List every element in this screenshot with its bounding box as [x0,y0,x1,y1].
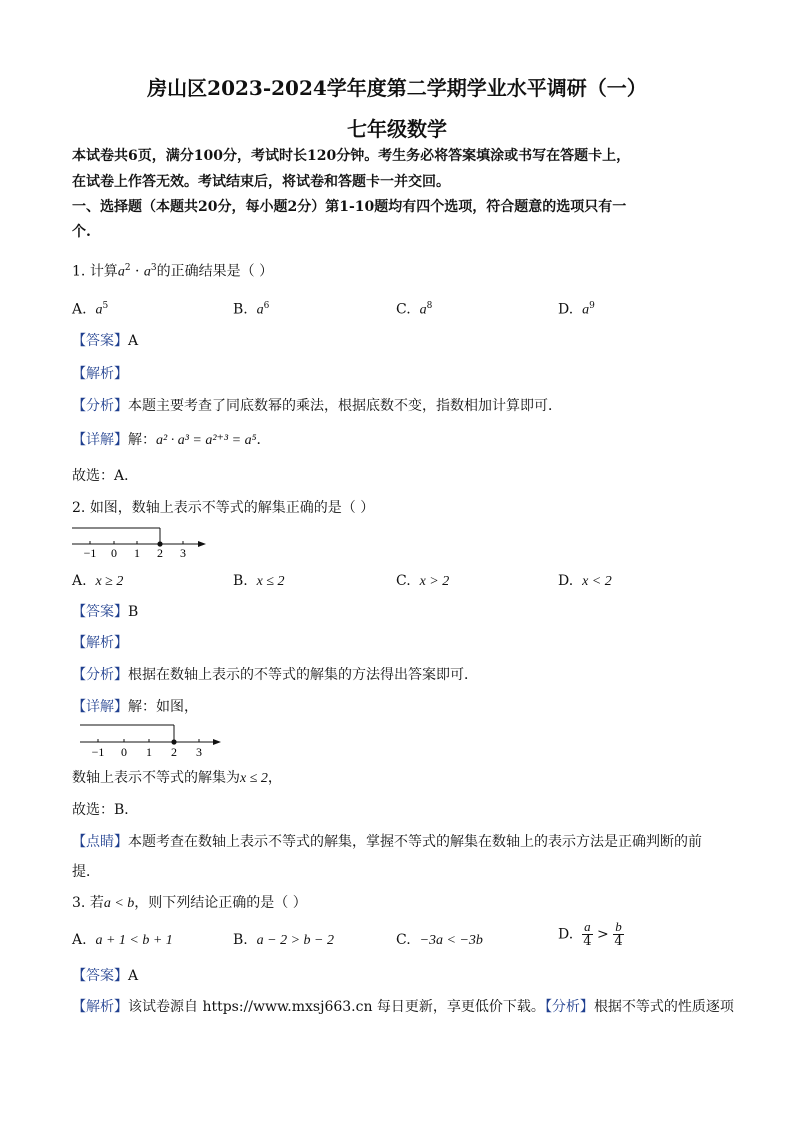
q1-option-c: C. $a^8$ [396,301,433,318]
q1-detail: 【详解】解：a² · a³ = a²⁺³ = a⁵． [72,432,271,448]
q2-fenxi: 【分析】根据在数轴上表示的不等式的解集的方法得出答案即可． [72,667,478,683]
tick-label: 0 [111,546,117,560]
intro-line-2: 在试卷上作答无效。考试结束后，将试卷和答题卡一并交回。 [72,174,450,190]
q1-jiexi: 【解析】 [72,366,128,382]
exam-title: 房山区2023-2024学年度第二学期学业水平调研（一） [147,76,647,100]
q1-fenxi: 【分析】本题主要考查了同底数幂的乘法，根据底数不变，指数相加计算即可． [72,398,562,414]
tick-label: 2 [171,745,177,759]
tick-label: 1 [146,745,152,759]
q2-number-line [70,524,210,560]
q2-detail: 【详解】解：如图， [72,699,198,715]
q2-solution-number-line [78,721,228,759]
q2-option-a: A. x ≥ 2 [72,573,124,589]
q2-dianjing-1: 【点睛】本题考查在数轴上表示不等式的解集，掌握不等式的解集在数轴上的表示方法是正确判断的前 [72,834,702,850]
q3-option-a: A. a + 1 < b + 1 [72,932,173,948]
q3-stem: 3. 若a < b，则下列结论正确的是（ ） [72,895,307,911]
section-heading-1: 一、选择题（本题共20分，每小题2分）第1-10题均有四个选项，符合题意的选项只有一 [72,199,627,215]
tick-label: −1 [83,546,97,560]
q2-conclusion: 数轴上表示不等式的解集为x ≤ 2， [72,770,282,786]
intro-line-1: 本试卷共6页，满分100分，考试时长120分钟。考生务必将答案填涂或书写在答题卡上， [72,148,631,164]
tick-label: −1 [91,745,105,759]
q1-option-b: B. $a^6$ [233,301,270,318]
q2-option-c: C. x > 2 [396,573,450,589]
q3-answer: 【答案】A [72,968,139,984]
tick-label: 1 [134,546,140,560]
tick-label: 0 [121,745,127,759]
q1-stem: 1. 计算$a^2 \cdot a^3$的正确结果是（ ） [72,263,274,280]
q3-option-d: D. $\frac{a}{4}$ > $\frac{b}{4}$ [558,919,623,949]
exam-subtitle: 七年级数学 [347,117,447,141]
q3-option-c: C. −3a < −3b [396,932,483,948]
q3-option-b: B. a − 2 > b − 2 [233,932,334,948]
q1-answer: 【答案】A [72,333,139,349]
section-heading-2: 个. [72,224,91,240]
q3-jiexi: 【解析】该试卷源自 https://www.mxsj663.cn 每日更新，享更低价下载。【分析】根据不等式的性质逐项 [72,999,734,1015]
q2-answer: 【答案】B [72,604,139,620]
fraction: $\frac{b}{4}$ [614,919,623,949]
q1-choose: 故选：A． [72,468,139,484]
tick-label: 2 [157,546,163,560]
q1-option-a: A. $a^5$ [72,301,109,318]
q1-option-d: D. $a^9$ [558,301,595,318]
q2-stem: 2. 如图，数轴上表示不等式的解集正确的是（ ） [72,500,375,516]
q2-option-b: B. x ≤ 2 [233,573,285,589]
q2-choose: 故选：B． [72,802,139,818]
tick-label: 3 [180,546,186,560]
fraction: $\frac{a}{4}$ [583,919,592,949]
q2-dianjing-2: 提． [72,864,100,880]
q2-jiexi: 【解析】 [72,635,128,651]
tick-label: 3 [196,745,202,759]
q2-option-d: D. x < 2 [558,573,612,589]
